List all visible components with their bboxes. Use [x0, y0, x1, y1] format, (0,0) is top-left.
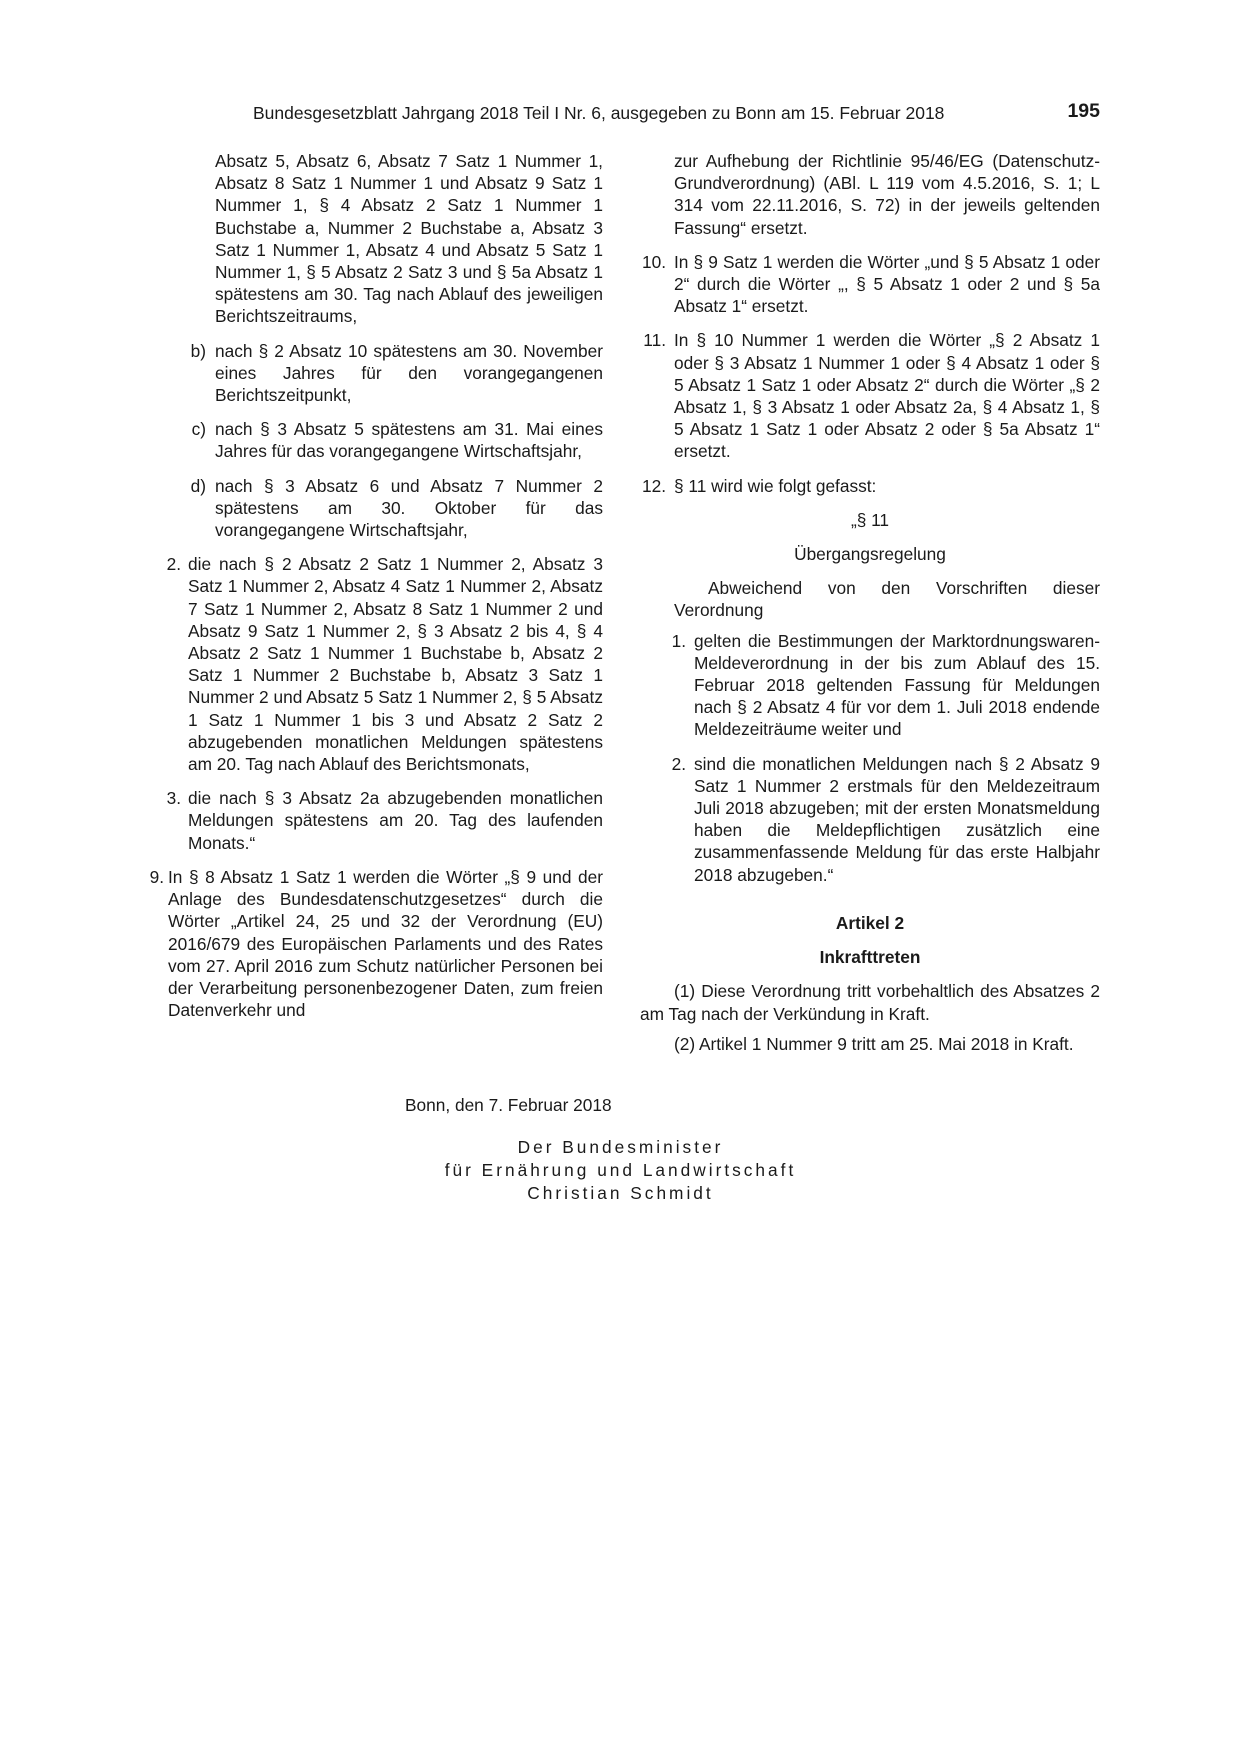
- item-label: 9.: [149, 866, 164, 887]
- item-label: d): [190, 475, 206, 496]
- running-title: Bundesgesetzblatt Jahrgang 2018 Teil I Nr. 6, ausgegeben zu Bonn am 15. Februar 2018: [253, 103, 945, 123]
- item-label: b): [190, 340, 206, 361]
- item-label: 2.: [166, 554, 181, 575]
- list-item-d: [143, 475, 603, 542]
- item-text: In § 10 Nummer 1 werden die Wörter „§ 2 Absatz 1 oder § 3 Absatz 1 Nummer 1 oder § 4 Absatz 1 oder § 5 Absatz 1 Satz 1 oder Absatz 2“ durch die Wörter „§ 2 Absatz 1, § 3 Absatz 1 oder Absatz 2a, § 4 Absatz 1, § 5 Absatz 1 Satz 1 oder Absatz 2 oder § 5a Absatz 1“ ersetzt.: [674, 330, 1100, 462]
- place-date: Bonn, den 7. Februar 2018: [405, 1095, 612, 1115]
- continued-item-9: zur Aufhebung der Richtlinie 95/46/EG (Datenschutz-Grundverordnung) (ABl. L 119 vom 4.5.2016, S. 1; L 314 vom 22.11.2016, S. 72) in der jeweils geltenden Fassung“ ersetzt.: [674, 151, 1100, 238]
- paragraph-2: (2) Artikel 1 Nummer 9 tritt am 25. Mai 2018 in Kraft.: [674, 1033, 1074, 1054]
- section-title: Übergangsregelung: [794, 544, 946, 565]
- item-text: sind die monatlichen Meldungen nach § 2 Absatz 9 Satz 1 Nummer 2 erstmals für den Meldezeitraum Juli 2018 abzugeben; mit der ersten Monatsmeldung haben die Meldepflichtigen zusätzlich eine zusammenfassende Meldung für das erste Halbjahr 2018 abzugeben.“: [694, 753, 1100, 885]
- item-text: nach § 3 Absatz 5 spätestens am 31. Mai eines Jahres für das vorangegangene Wirtschaftsjahr,: [215, 419, 603, 462]
- list-item-c: [143, 418, 603, 462]
- list-item-2: [143, 553, 603, 775]
- left-column: [143, 150, 603, 1033]
- item-text: § 11 wird wie folgt gefasst:: [674, 475, 877, 496]
- right-column: [640, 150, 1100, 1063]
- section-intro: Abweichend von den Vorschriften dieser Verordnung: [674, 578, 1100, 621]
- signature-name: Christian Schmidt: [527, 1183, 714, 1203]
- list-item-9: [143, 866, 603, 1021]
- continued-item-a: Absatz 5, Absatz 6, Absatz 7 Satz 1 Nummer 1, Absatz 8 Satz 1 Nummer 1 und Absatz 9 Satz 1 Nummer 1, § 4 Absatz 2 Satz 1 Nummer 1 Buchstabe a, Nummer 2 Buchstabe a, Absatz 3 Satz 1 Nummer 1, Absatz 4 und Absatz 5 Satz 1 Nummer 1, § 5 Absatz 2 Satz 3 und § 5a Absatz 1 spätestens am 30. Tag nach Ablauf des jeweiligen Berichtszeitraums,: [215, 151, 603, 327]
- article-title: Inkrafttreten: [819, 947, 921, 968]
- quoted-item-2: [640, 753, 1100, 886]
- signature-ministry: für Ernährung und Landwirtschaft: [444, 1160, 797, 1180]
- item-text: In § 9 Satz 1 werden die Wörter „und § 5 Absatz 1 oder 2“ durch die Wörter „, § 5 Absatz 1 oder 2 und § 5a Absatz 1“ ersetzt.: [674, 251, 1100, 317]
- item-label: 2.: [671, 753, 686, 774]
- article-heading: Artikel 2: [835, 912, 905, 933]
- list-item-3: [143, 787, 603, 854]
- section-heading: „§ 11: [850, 509, 890, 530]
- list-item-12: [640, 475, 1100, 497]
- item-text: nach § 2 Absatz 10 spätestens am 30. November eines Jahres für den vorangegangenen Berichtszeitpunkt,: [215, 340, 603, 406]
- item-text: nach § 3 Absatz 6 und Absatz 7 Nummer 2 spätestens am 30. Oktober für das vorangegangene Wirtschaftsjahr,: [215, 475, 603, 541]
- page-header: [143, 98, 1100, 128]
- quoted-item-1: [640, 630, 1100, 741]
- item-label: 3.: [166, 788, 181, 809]
- item-text: gelten die Bestimmungen der Marktordnungswaren-Meldeverordnung in der bis zum Ablauf des 15. Februar 2018 geltenden Fassung für Meldungen nach § 2 Absatz 4 für vor dem 1. Juli 2018 endende Meldezeiträume weiter und: [694, 630, 1100, 740]
- list-item-b: [143, 340, 603, 407]
- item-text: die nach § 3 Absatz 2a abzugebenden monatlichen Meldungen spätestens am 20. Tag des laufenden Monats.“: [188, 788, 603, 853]
- item-label: 1.: [671, 630, 686, 651]
- item-text: die nach § 2 Absatz 2 Satz 1 Nummer 2, Absatz 3 Satz 1 Nummer 2, Absatz 4 Satz 1 Nummer 2, Absatz 7 Satz 1 Nummer 2, Absatz 8 Satz 1 Nummer 2 und Absatz 9 Satz 1 Nummer 2, § 3 Absatz 2 bis 4, § 4 Absatz 2 Satz 1 Nummer 1 Buchstabe b, Absatz 2 Satz 1 Nummer 2 Buchstabe b, Absatz 3 Satz 1 Nummer 2 und Absatz 5 Satz 1 Nummer 2, § 5 Absatz 1 Satz 1 Nummer 1 bis 3 und Absatz 2 Satz 2 abzugebenden monatlichen Meldungen spätestens am 20. Tag nach Ablauf des Berichtsmonats,: [188, 554, 603, 775]
- paragraph-1: (1) Diese Verordnung tritt vorbehaltlich des Absatzes 2 am Tag nach der Verkündung in Kraft.: [640, 981, 1100, 1024]
- list-item-10: [640, 251, 1100, 318]
- page-number: 195: [1067, 100, 1100, 122]
- item-label: 12.: [641, 475, 666, 496]
- item-text: In § 8 Absatz 1 Satz 1 werden die Wörter „§ 9 und der Anlage des Bundesdatenschutzgesetzes“ durch die Wörter „Artikel 24, 25 und 32 der Verordnung (EU) 2016/679 des Europäischen Parlaments und des Rates vom 27. April 2016 zum Schutz natürlicher Personen bei der Verarbeitung personenbezogener Daten, zum freien Datenverkehr und: [168, 866, 603, 1021]
- list-item-11: [640, 329, 1100, 462]
- item-label: 11.: [643, 330, 666, 351]
- signature-title: Der Bundesminister: [517, 1137, 724, 1157]
- item-label: 10.: [641, 251, 666, 272]
- item-label: c): [191, 419, 206, 440]
